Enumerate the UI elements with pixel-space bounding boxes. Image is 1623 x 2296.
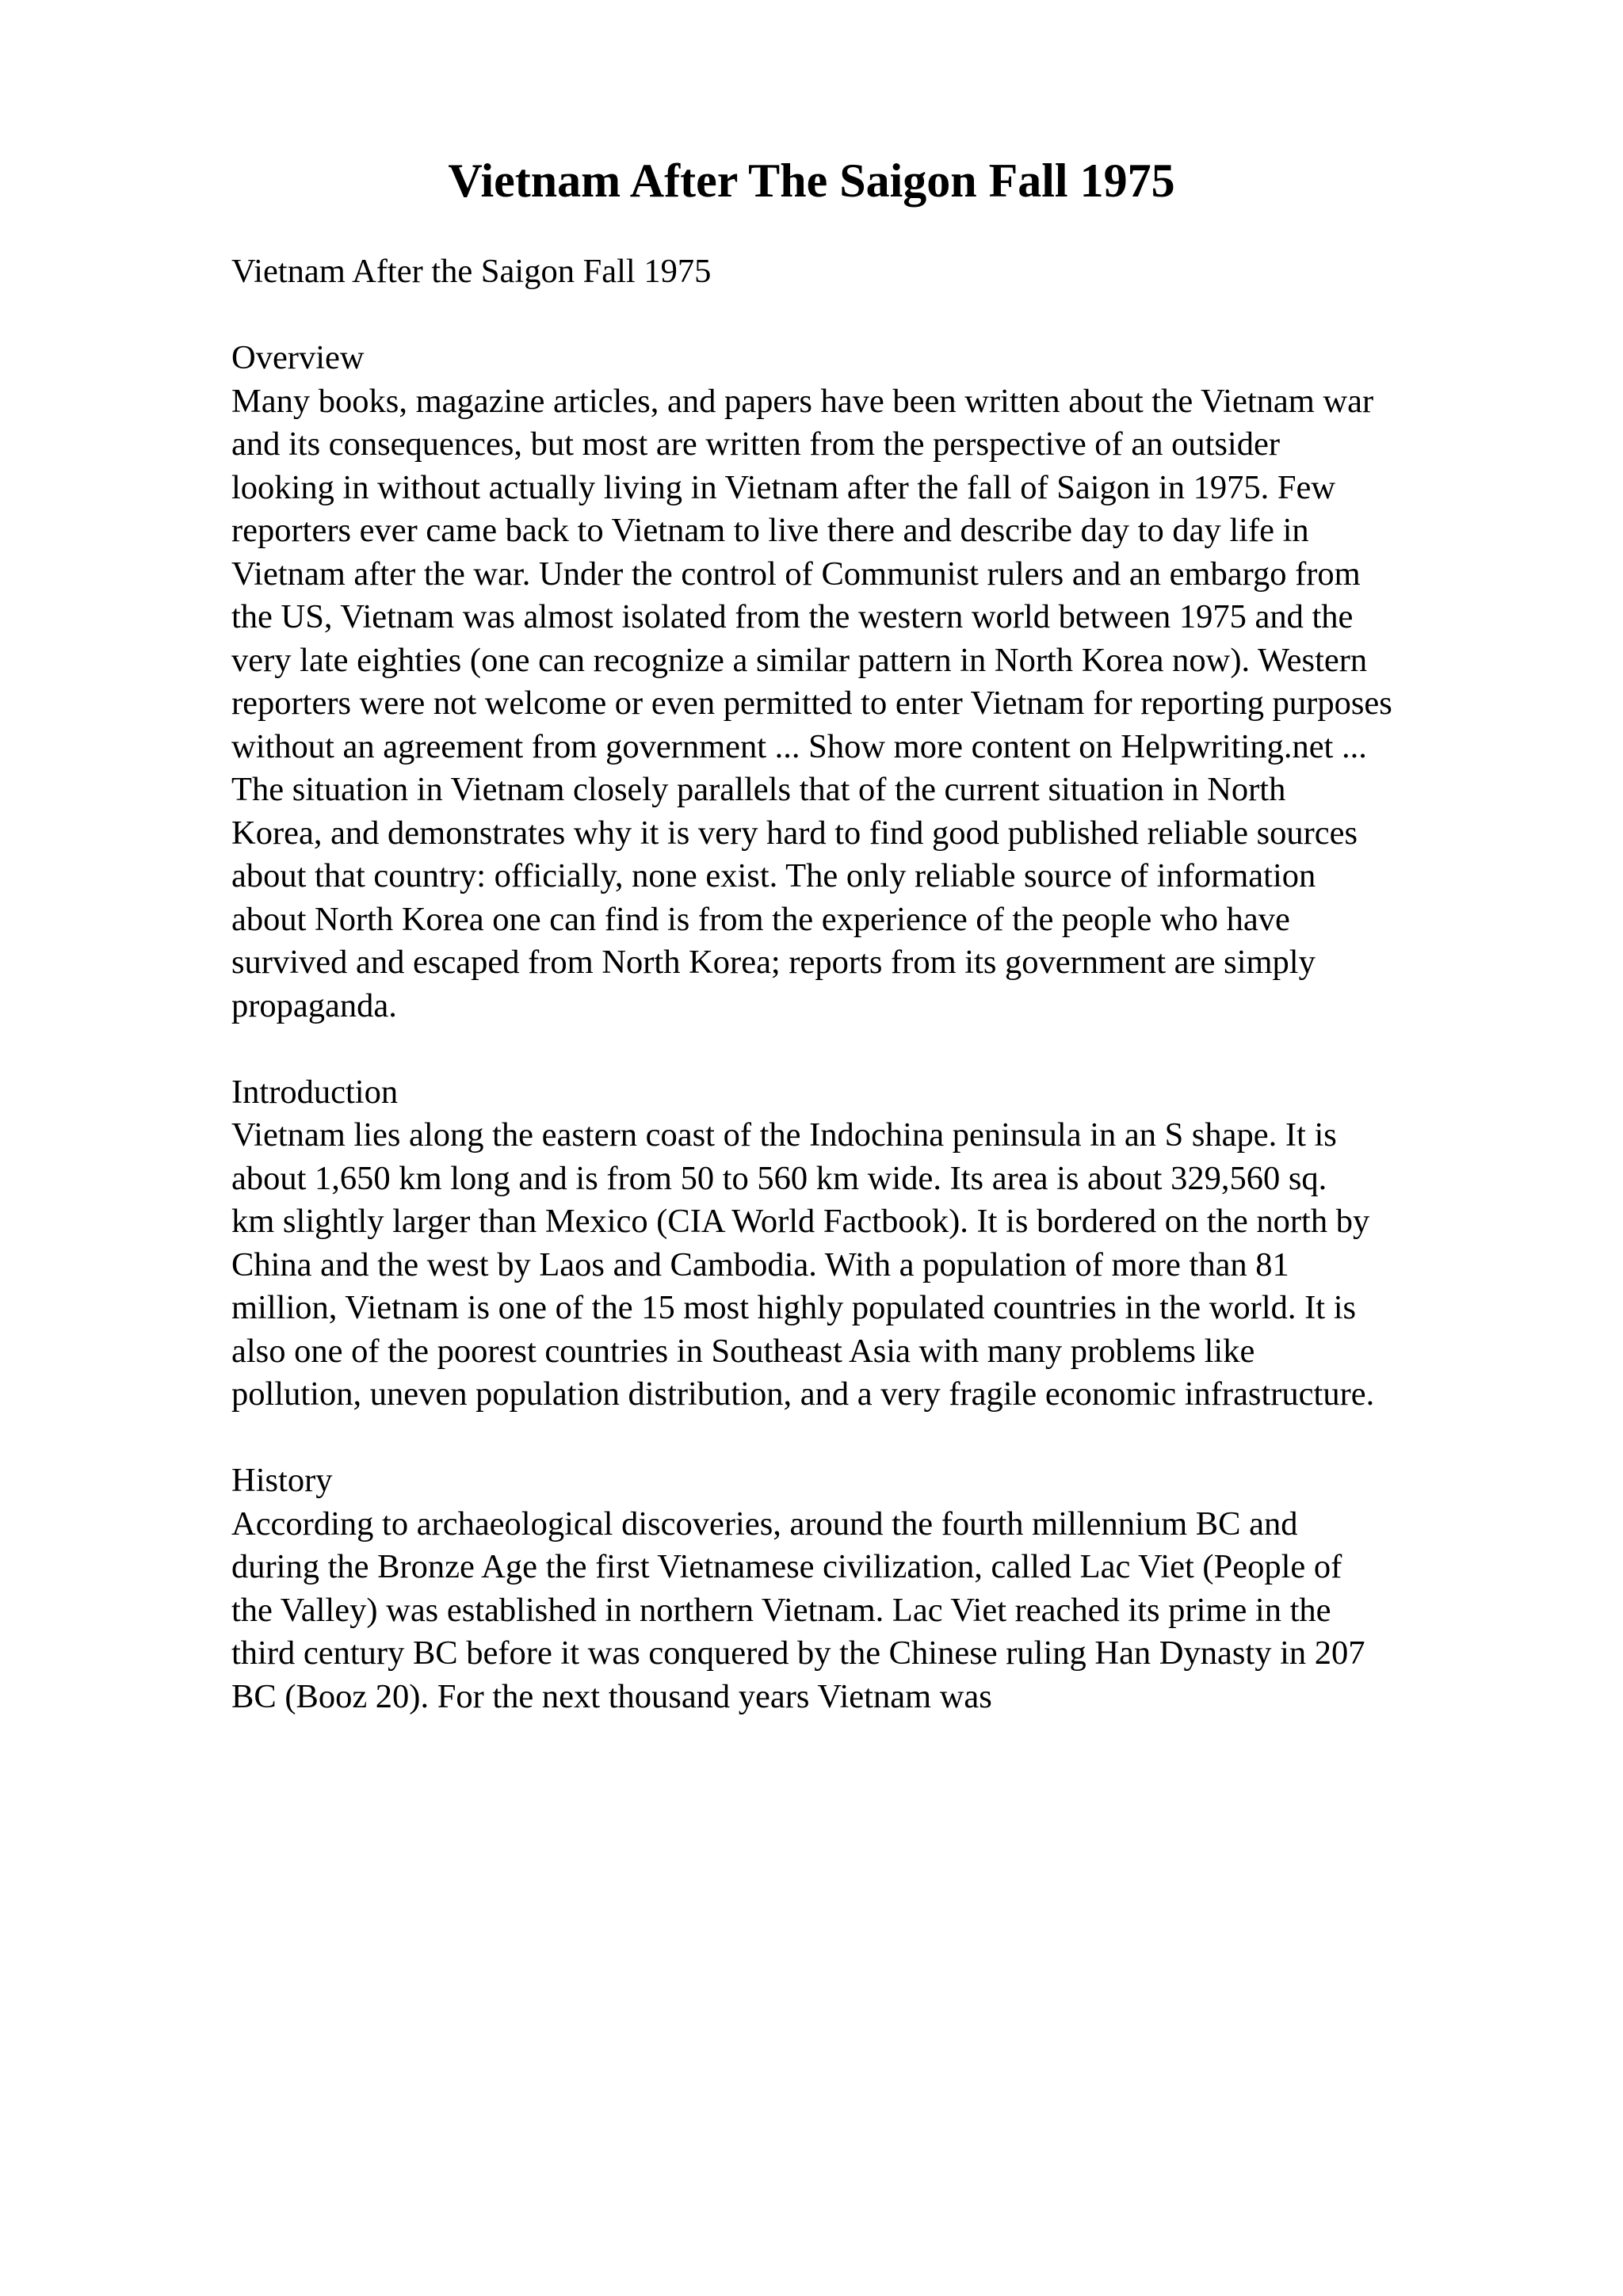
paragraph-history xyxy=(231,1503,1531,1719)
text-line: also one of the poorest countries in Southeast Asia with many problems like xyxy=(231,1332,1255,1370)
text-line: without an agreement from government ... Show more content on Helpwriting.net ... xyxy=(231,727,1367,765)
text-line: Many books, magazine articles, and papers have been written about the Vietnam war xyxy=(231,382,1374,420)
section-heading-introduction: Introduction xyxy=(231,1073,399,1111)
text-line: The situation in Vietnam closely parallels that of the current situation in North xyxy=(231,771,1286,808)
section-introduction xyxy=(231,1071,1531,1417)
text-line: survived and escaped from North Korea; reports from its government are simply xyxy=(231,944,1316,981)
text-line: BC (Booz 20). For the next thousand years Vietnam was xyxy=(231,1677,992,1715)
text-line: during the Bronze Age the first Vietnamese civilization, called Lac Viet (People of xyxy=(231,1548,1342,1585)
text-line: third century BC before it was conquered by the Chinese ruling Han Dynasty in 207 xyxy=(231,1634,1365,1672)
section-history xyxy=(231,1459,1531,1718)
section-overview xyxy=(231,337,1531,1028)
text-line: about 1,650 km long and is from 50 to 560 km wide. Its area is about 329,560 sq. xyxy=(231,1159,1327,1197)
section-heading-history: History xyxy=(231,1462,333,1499)
text-line: km slightly larger than Mexico (CIA World Factbook). It is bordered on the north by xyxy=(231,1203,1370,1240)
paragraph-overview xyxy=(231,380,1531,1028)
text-line: very late eighties (one can recognize a similar pattern in North Korea now). Western xyxy=(231,641,1368,679)
document-subtitle: Vietnam After the Saigon Fall 1975 xyxy=(231,253,712,290)
text-line: Korea, and demonstrates why it is very hard to find good published reliable sources xyxy=(231,814,1358,852)
paragraph-introduction xyxy=(231,1114,1531,1417)
text-line: and its consequences, but most are written from the perspective of an outsider xyxy=(231,425,1280,463)
section-heading-overview: Overview xyxy=(231,339,365,376)
text-line: China and the west by Laos and Cambodia. With a population of more than 81 xyxy=(231,1245,1289,1283)
text-line: looking in without actually living in Vietnam after the fall of Saigon in 1975. Few xyxy=(231,468,1336,506)
text-line: propaganda. xyxy=(231,986,397,1024)
document-title: Vietnam After The Saigon Fall 1975 xyxy=(448,154,1175,207)
text-line: the Valley) was established in northern Vietnam. Lac Viet reached its prime in the xyxy=(231,1591,1331,1629)
text-line: about that country: officially, none exist. The only reliable source of information xyxy=(231,857,1316,894)
text-line: According to archaeological discoveries, around the fourth millennium BC and xyxy=(231,1505,1298,1543)
text-line: about North Korea one can find is from the experience of the people who have xyxy=(231,900,1290,938)
text-line: million, Vietnam is one of the 15 most highly populated countries in the world. It is xyxy=(231,1289,1357,1326)
text-line: reporters were not welcome or even permitted to enter Vietnam for reporting purposes xyxy=(231,685,1392,722)
text-line: Vietnam after the war. Under the control of Communist rulers and an embargo from xyxy=(231,555,1361,593)
text-line: Vietnam lies along the eastern coast of the Indochina peninsula in an S shape. It is xyxy=(231,1116,1337,1154)
text-line: pollution, uneven population distribution, and a very fragile economic infrastructure. xyxy=(231,1375,1375,1413)
text-line: reporters ever came back to Vietnam to live there and describe day to day life in xyxy=(231,512,1309,549)
text-line: the US, Vietnam was almost isolated from the western world between 1975 and the xyxy=(231,598,1354,635)
document-body xyxy=(231,250,1531,1762)
